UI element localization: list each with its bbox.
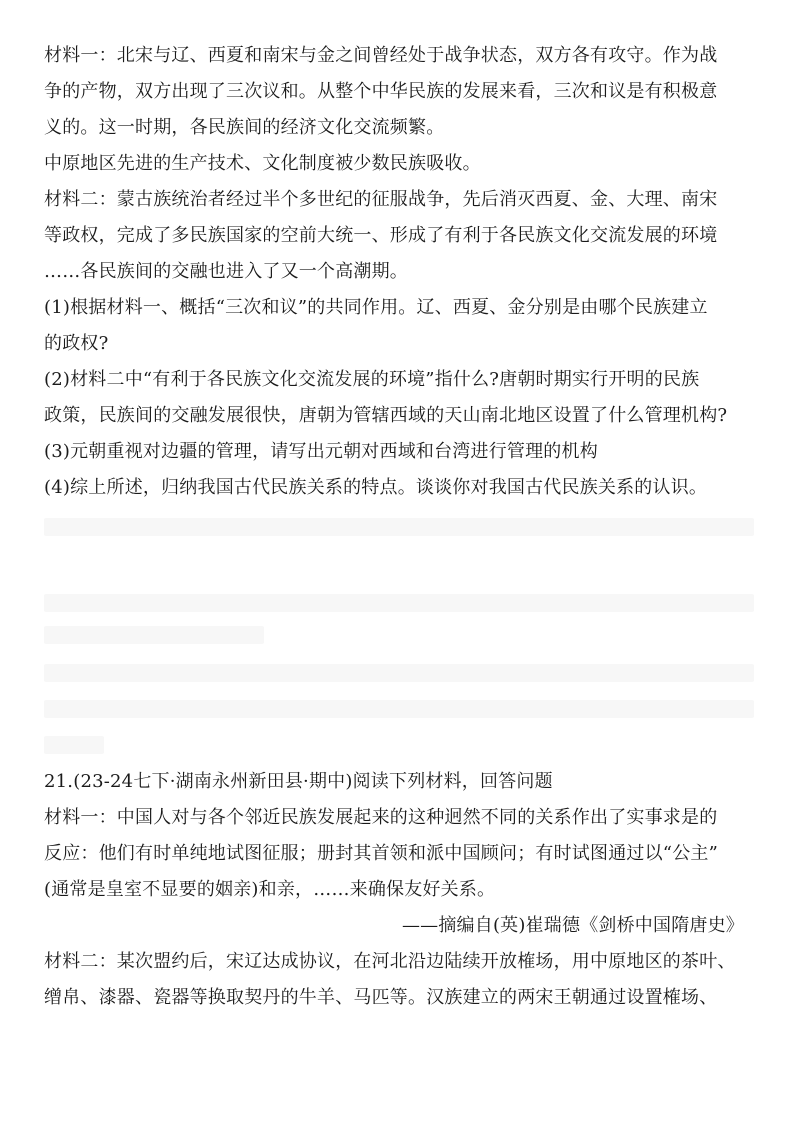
q21-material1-line3: (通常是皇室不显要的姻亲)和亲，……来确保友好关系。: [44, 879, 496, 900]
q20-material2-line1: 材料二：蒙古族统治者经过半个多世纪的征服战争，先后消灭西夏、金、大理、南宋: [44, 189, 718, 210]
q21-source: ——摘编自(英)崔瑞德《剑桥中国隋唐史》: [401, 915, 744, 936]
q21-material2-line2: 缯帛、漆器、瓷器等换取契丹的牛羊、马匹等。汉族建立的两宋王朝通过设置榷场、: [44, 987, 718, 1008]
q20-question4-line1: (4)综上所述，归纳我国古代民族关系的特点。谈谈你对我国古代民族关系的认识。: [44, 477, 708, 498]
hidden-answer-line: [44, 700, 754, 718]
q20-question2-line1: (2)材料二中“有利于各民族文化交流发展的环境”指什么?唐朝时期实行开明的民族: [44, 369, 700, 390]
q20-material2-line2: 等政权，完成了多民族国家的空前大统一、形成了有利于各民族文化交流发展的环境: [44, 225, 718, 246]
q20-material1-line1: 材料一：北宋与辽、西夏和南宋与金之间曾经处于战争状态，双方各有攻守。作为战: [44, 45, 718, 66]
q20-material1-line4: 中原地区先进的生产技术、文化制度被少数民族吸收。: [44, 153, 481, 174]
hidden-answer-line: [44, 736, 104, 754]
q21-material1-line2: 反应：他们有时单纯地试图征服；册封其首领和派中国顾问；有时试图通过以“公主”: [44, 843, 719, 864]
q21-material2-line1: 材料二：某次盟约后，宋辽达成协议，在河北沿边陆续开放榷场，用中原地区的茶叶、: [44, 951, 736, 972]
q20-question2-line2: 政策，民族间的交融发展很快，唐朝为管辖西域的天山南北地区设置了什么管理机构?: [44, 405, 728, 426]
hidden-answer-line: [44, 518, 754, 536]
hidden-answer-line: [44, 594, 754, 612]
q20-material2-line3: ……各民族间的交融也进入了又一个高潮期。: [44, 261, 408, 282]
q21-header: 21.(23-24七下·湖南永州新田县·期中)阅读下列材料，回答问题: [44, 771, 553, 792]
hidden-answer-line: [44, 664, 754, 682]
q20-question1-line1: (1)根据材料一、概括“三次和议”的共同作用。辽、西夏、金分别是由哪个民族建立: [44, 297, 708, 318]
q20-question1-line2: 的政权?: [44, 333, 109, 354]
hidden-answer-line: [44, 626, 264, 644]
q20-material1-line3: 义的。这一时期，各民族间的经济文化交流频繁。: [44, 117, 445, 138]
q20-question3-line1: (3)元朝重视对边疆的管理，请写出元朝对西域和台湾进行管理的机构: [44, 441, 598, 462]
q21-material1-line1: 材料一：中国人对与各个邻近民族发展起来的这种迥然不同的关系作出了实事求是的: [44, 807, 718, 828]
q20-material1-line2: 争的产物，双方出现了三次议和。从整个中华民族的发展来看，三次和议是有积极意: [44, 81, 718, 102]
